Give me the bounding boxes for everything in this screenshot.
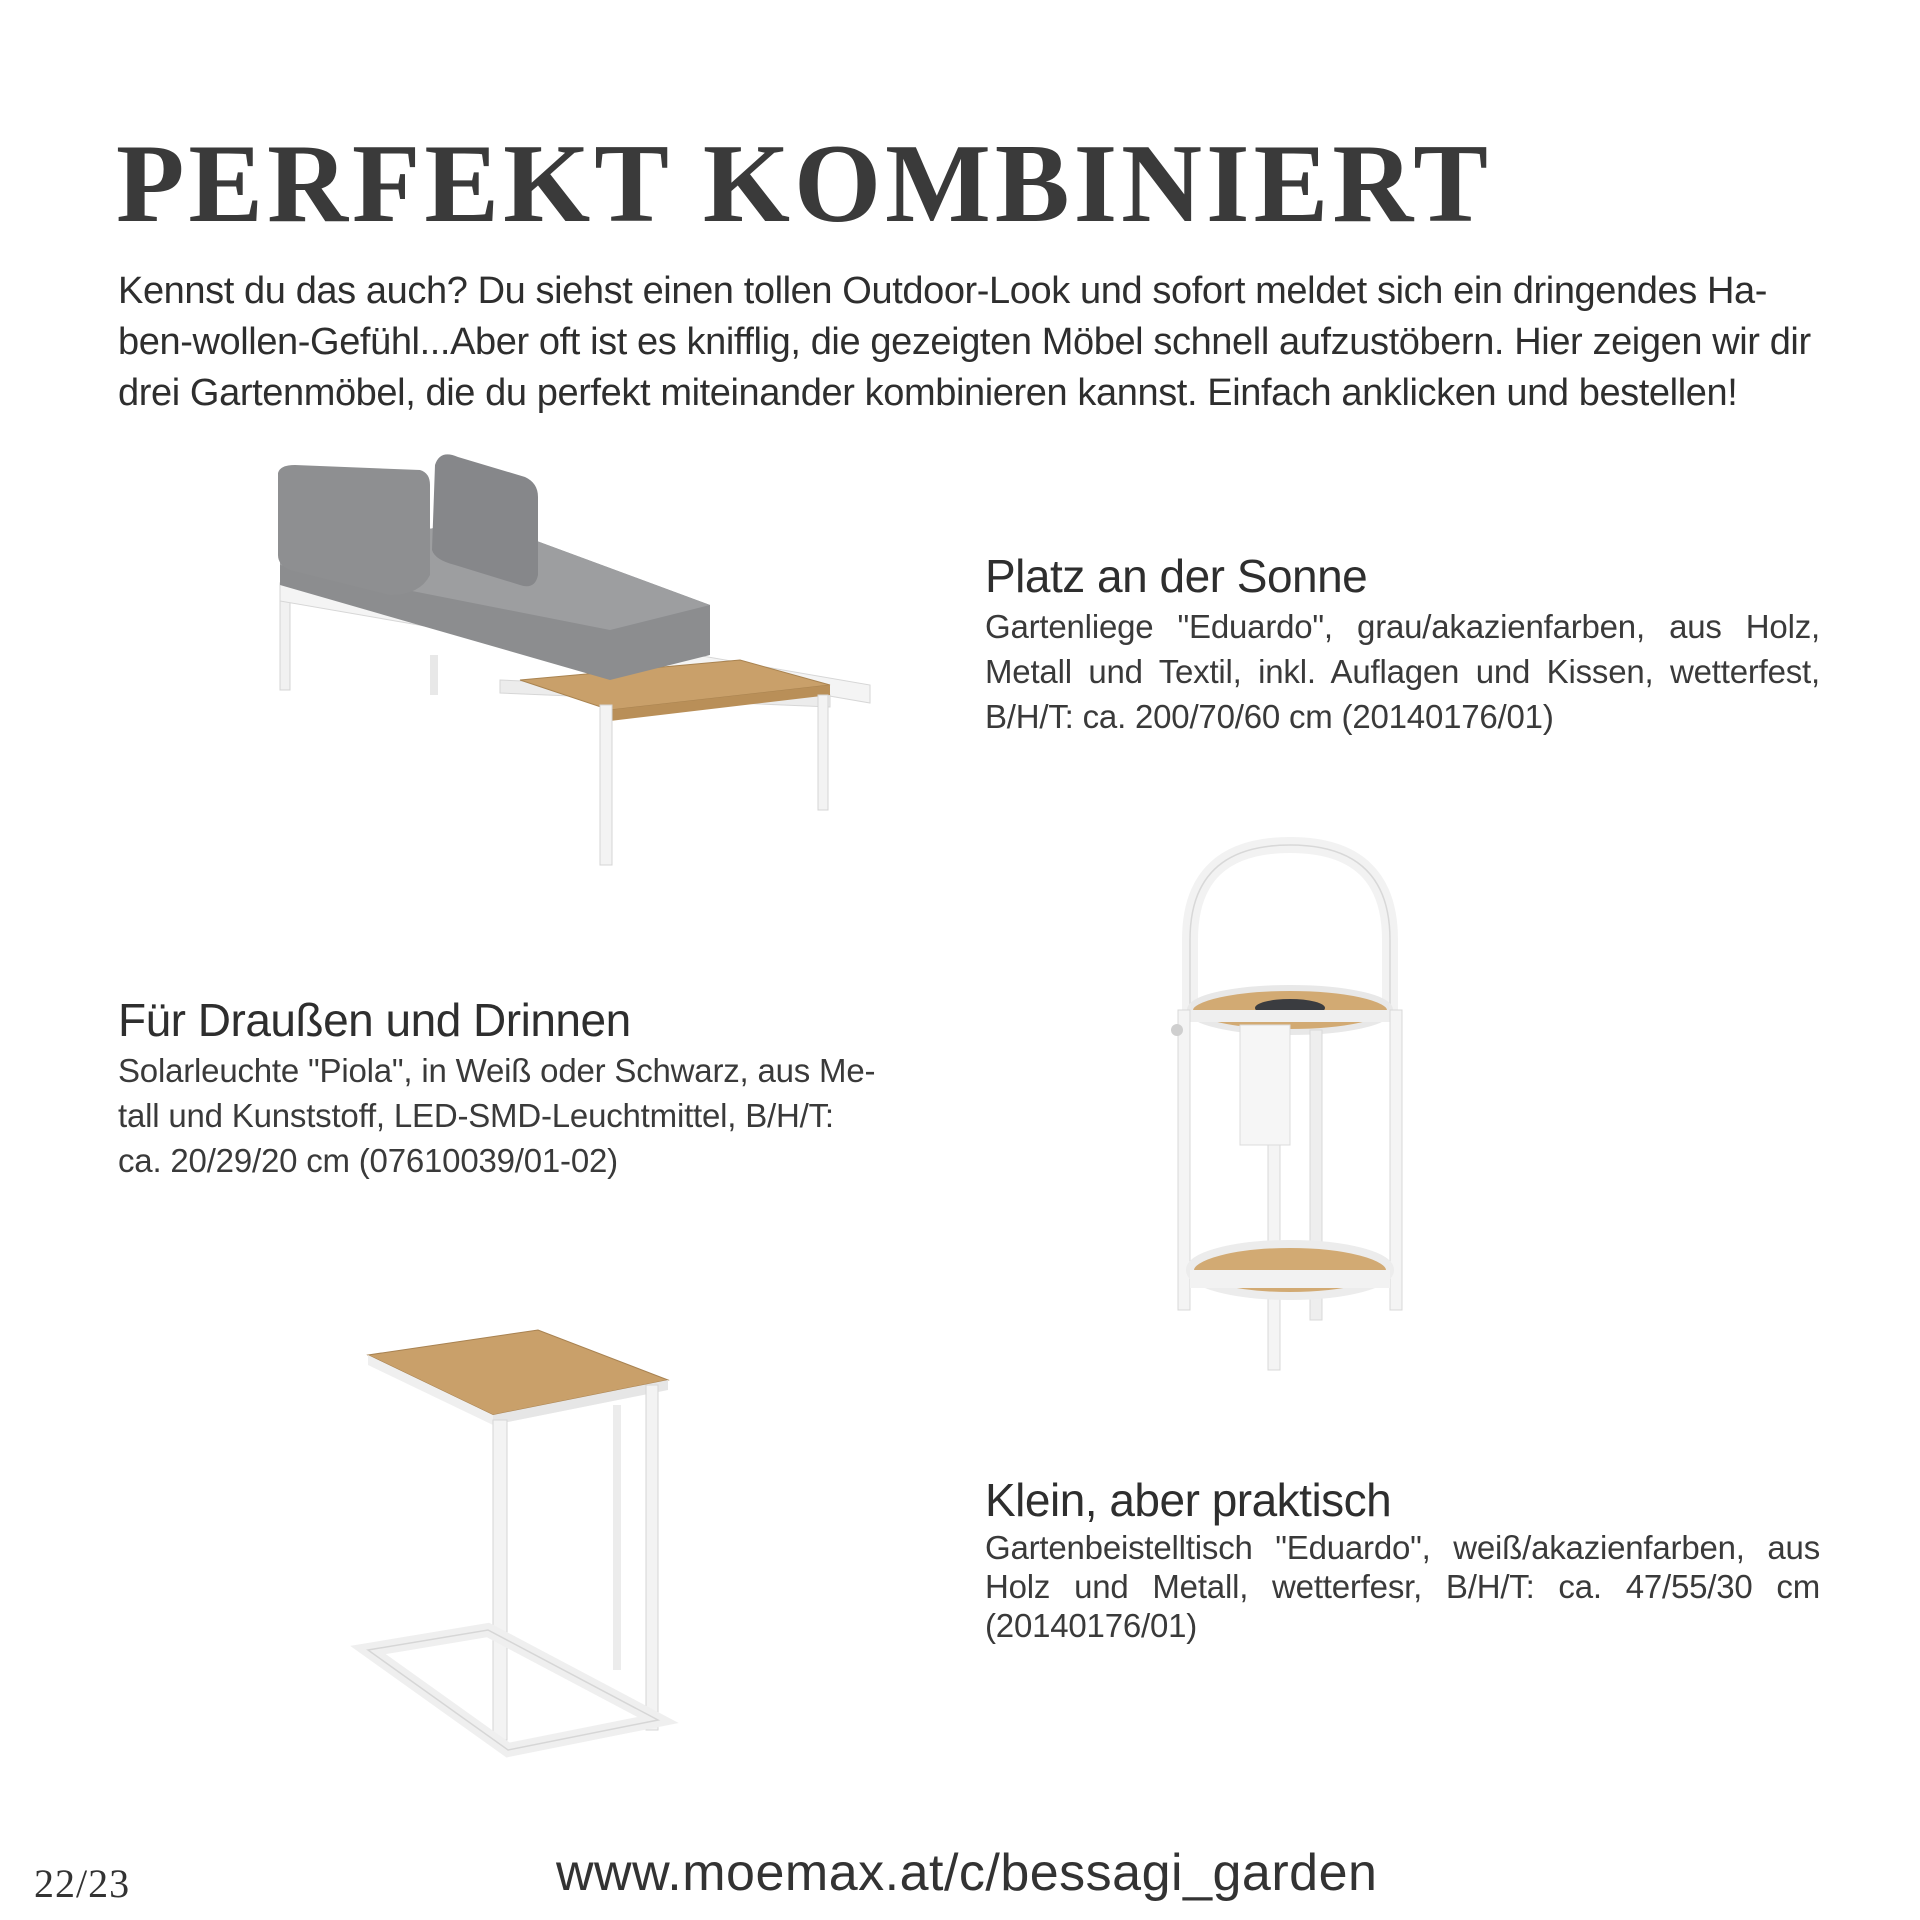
page-number: 22/23 <box>34 1861 131 1906</box>
description-line: ca. 20/29/20 cm (07610039/01-02) <box>118 1142 618 1179</box>
description-line: Solarleuchte "Piola", in Weiß oder Schwarz, aus Me- <box>118 1052 876 1089</box>
intro-line: drei Gartenmöbel, die du perfekt miteinander kombinieren kannst. Einfach anklicken und bestellen! <box>118 372 1738 414</box>
product-description <box>118 1048 918 1183</box>
intro-paragraph <box>118 266 1838 419</box>
product-card-side-table[interactable] <box>985 1472 1820 1645</box>
intro-line: Kennst du das auch? Du siehst einen tollen Outdoor-Look und sofort meldet sich ein dringendes Ha- <box>118 270 1768 312</box>
shop-url-link[interactable]: www.moemax.at/c/bessagi_garden <box>556 1844 1378 1902</box>
product-heading: Für Draußen und Drinnen <box>118 994 631 1046</box>
product-description: Gartenbeistelltisch "Eduardo", weiß/akazienfarben, aus Holz und Metall, wetterfesr, B/H/T: ca. 47/55/30 cm (20140176/01) <box>985 1529 1820 1644</box>
product-card-lounger[interactable] <box>985 548 1820 739</box>
product-heading: Klein, aber praktisch <box>985 1474 1392 1526</box>
description-line: tall und Kunststoff, LED-SMD-Leuchtmittel, B/H/T: <box>118 1097 834 1134</box>
product-card-lantern[interactable] <box>118 992 918 1183</box>
product-heading: Platz an der Sonne <box>985 550 1368 602</box>
solar-lantern-image[interactable] <box>1160 830 1420 1370</box>
garden-lounger-image[interactable] <box>270 455 850 905</box>
intro-line: ben-wollen-Gefühl...Aber oft ist es knifflig, die gezeigten Möbel schnell aufzustöbern. Hier zeigen wir dir <box>118 321 1811 363</box>
product-description: Gartenliege "Eduardo", grau/akazienfarben, aus Holz, Metall und Textil, inkl. Auflagen und Kissen, wetterfest, B/H/T: ca. 200/70/60 cm (20140176/01) <box>985 608 1820 735</box>
page-title: PERFEKT KOMBINIERT <box>116 122 1492 246</box>
side-table-image[interactable] <box>368 1330 678 1760</box>
